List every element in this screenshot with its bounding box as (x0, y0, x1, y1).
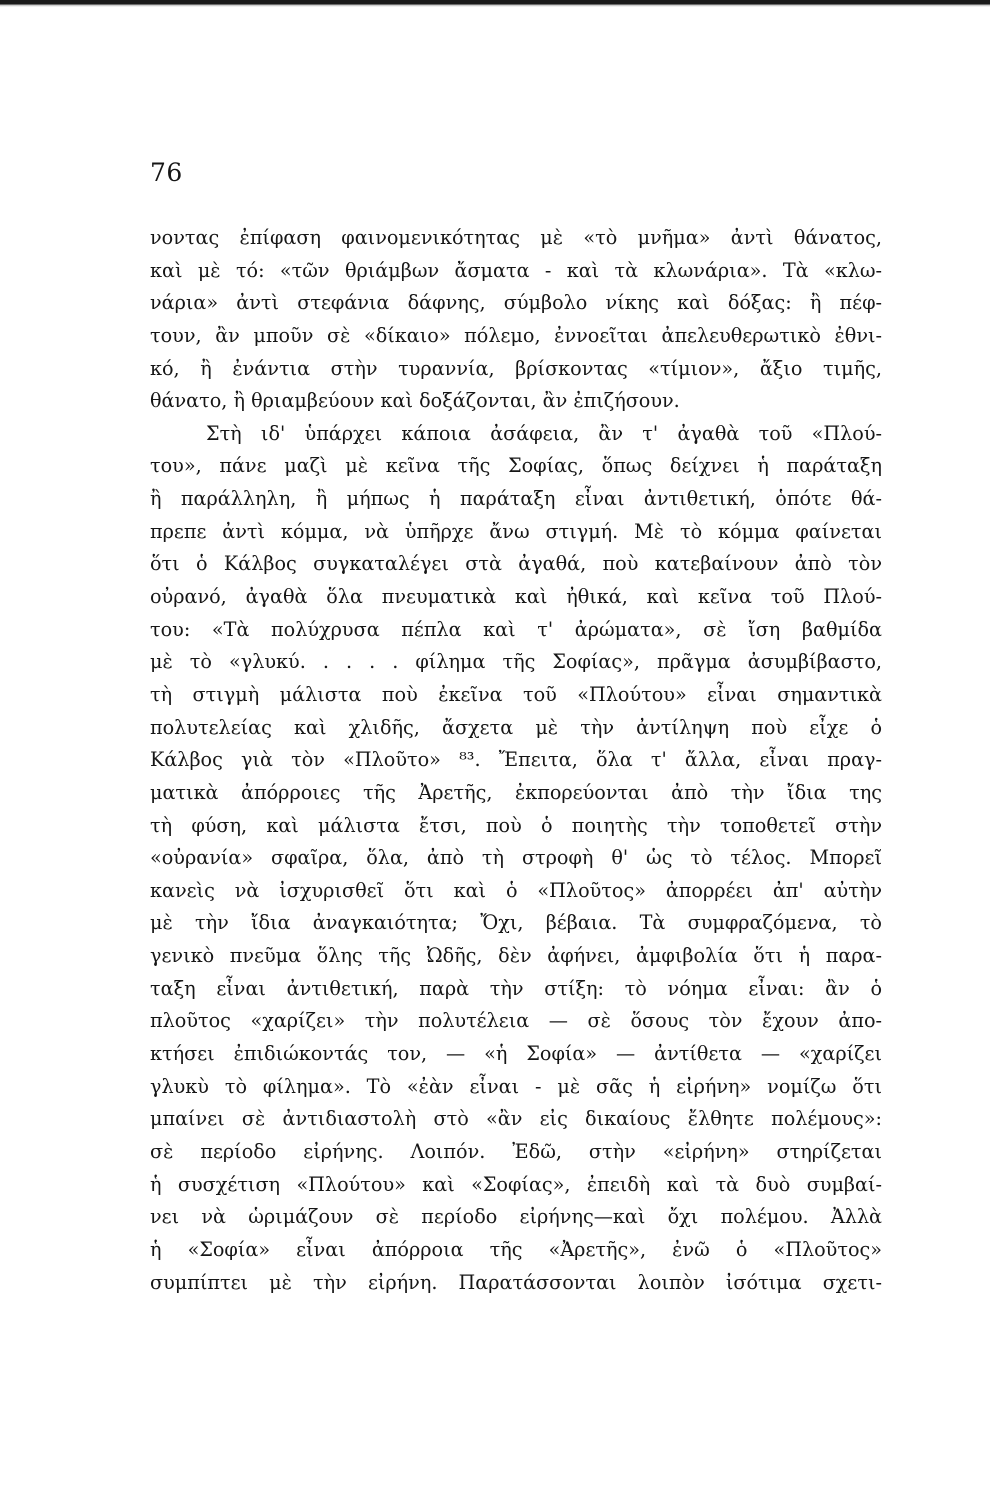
page-number: 76 (150, 158, 183, 187)
text-line: καὶ μὲ τό: «τῶν θριάμβων ἄσματα - καὶ τὰ κλωνάρια». Τὰ «κλω- (150, 258, 882, 282)
text-line: συμπίπτει μὲ τὴν εἰρήνη. Παρατάσσονται λοιπὸν ἰσότιμα σχετι- (150, 1270, 882, 1294)
text-line: του», πάνε μαζὶ μὲ κεῖνα τῆς Σοφίας, ὅπως δείχνει ἡ παράταξη (150, 454, 882, 478)
text-line: πλοῦτος «χαρίζει» τὴν πολυτέλεια — σὲ ὅσους τὸν ἔχουν ἀπο- (150, 1009, 882, 1033)
text-line: μὲ τὴν ἴδια ἀναγκαιότητα; Ὄχι, βέβαια. Τὰ συμφραζόμενα, τὸ (150, 911, 882, 935)
text-line: νοντας ἐπίφαση φαινομενικότητας μὲ «τὸ μνῆμα» ἀντὶ θάνατος, (150, 226, 882, 249)
text-line: μπαίνει σὲ ἀντιδιαστολὴ στὸ «ἂν εἰς δικαίους ἔλθητε πολέμους»: (150, 1107, 882, 1131)
text-line: τὴ φύση, καὶ μάλιστα ἔτσι, ποὺ ὁ ποιητὴς τὴν τοποθετεῖ στὴν (150, 813, 882, 837)
text-line: «οὐρανία» σφαῖρα, ὅλα, ἀπὸ τὴ στροφὴ θ' ὡς τὸ τέλος. Μπορεῖ (150, 846, 882, 870)
text-line: Κάλβος γιὰ τὸν «Πλοῦτο» ⁸³. Ἔπειτα, ὅλα τ' ἄλλα, εἶναι πραγ- (150, 748, 882, 772)
text-line: πρεπε ἀντὶ κόμμα, νὰ ὑπῆρχε ἄνω στιγμή. Μὲ τὸ κόμμα φαίνεται (150, 519, 882, 543)
paragraph-end-line: θάνατο, ἢ θριαμβεύουν καὶ δοξάζονται, ἂν ἐπιζήσουν. (150, 389, 680, 413)
text-line: γενικὸ πνεῦμα ὅλης τῆς Ὠδῆς, δὲν ἀφήνει, ἀμφιβολία ὅτι ἡ παρα- (150, 944, 882, 968)
text-line: νάρια» ἀντὶ στεφάνια δάφνης, σύμβολο νίκης καὶ δόξας: ἢ πέφ- (150, 291, 882, 315)
text-line: ὅτι ὁ Κάλβος συγκαταλέγει στὰ ἀγαθά, ποὺ κατεβαίνουν ἀπὸ τὸν (150, 552, 882, 576)
text-line: κανεὶς νὰ ἰσχυρισθεῖ ὅτι καὶ ὁ «Πλοῦτος» ἀπορρέει ἀπ' αὐτὴν (150, 878, 882, 902)
text-line: νει νὰ ὡριμάζουν σὲ περίοδο εἰρήνης—καὶ ὄχι πολέμου. Ἀλλὰ (150, 1205, 882, 1229)
text-line: ταξη εἶναι ἀντιθετική, παρὰ τὴν στίξη: τὸ νόημα εἶναι: ἂν ὁ (150, 976, 882, 1000)
text-line: του: «Τὰ πολύχρυσα πέπλα καὶ τ' ἀρώματα», σὲ ἴση βαθμίδα (150, 617, 882, 641)
text-line: τὴ στιγμὴ μάλιστα ποὺ ἐκεῖνα τοῦ «Πλούτου» εἶναι σημαντικὰ (150, 682, 882, 706)
text-line: σὲ περίοδο εἰρήνης. Λοιπόν. Ἐδῶ, στὴν «εἰρήνη» στηρίζεται (150, 1139, 882, 1163)
text-line: κτήσει ἐπιδιώκοντάς τον, — «ἡ Σοφία» — ἀντίθετα — «χαρίζει (150, 1042, 882, 1066)
text-line: ἢ παράλληλη, ἢ μήπως ἡ παράταξη εἶναι ἀντιθετική, ὁπότε θά- (150, 487, 882, 511)
text-line: κό, ἢ ἐνάντια στὴν τυραννία, βρίσκοντας «τίμιον», ἄξιο τιμῆς, (150, 356, 882, 380)
text-line: μὲ τὸ «γλυκύ. . . . . φίλημα τῆς Σοφίας», πρᾶγμα ἀσυμβίβαστο, (150, 650, 882, 674)
paragraph-start-line: Στὴ ιδ' ὑπάρχει κάποια ἀσάφεια, ἂν τ' ἀγαθὰ τοῦ «Πλού- (206, 421, 882, 445)
body-text (150, 222, 882, 1299)
text-line: πολυτελείας καὶ χλιδῆς, ἄσχετα μὲ τὴν ἀντίληψη ποὺ εἶχε ὁ (150, 715, 882, 739)
text-line: ἡ συσχέτιση «Πλούτου» καὶ «Σοφίας», ἐπειδὴ καὶ τὰ δυὸ συμβαί- (150, 1172, 882, 1196)
text-line: ματικὰ ἀπόρροιες τῆς Ἀρετῆς, ἐκπορεύονται ἀπὸ τὴν ἴδια της (150, 780, 882, 804)
scan-top-edge (0, 0, 990, 7)
text-line: ἡ «Σοφία» εἶναι ἀπόρροια τῆς «Ἀρετῆς», ἐνῶ ὁ «Πλοῦτος» (150, 1237, 882, 1261)
text-line: τουν, ἂν μποῦν σὲ «δίκαιο» πόλεμο, ἐννοεῖται ἀπελευθερωτικὸ ἐθνι- (150, 323, 882, 347)
text-line: γλυκὺ τὸ φίλημα». Τὸ «ἐὰν εἶναι - μὲ σᾶς ἡ εἰρήνη» νομίζω ὅτι (150, 1074, 882, 1098)
text-line: οὐρανό, ἀγαθὰ ὅλα πνευματικὰ καὶ ἠθικά, καὶ κεῖνα τοῦ Πλού- (150, 585, 882, 609)
